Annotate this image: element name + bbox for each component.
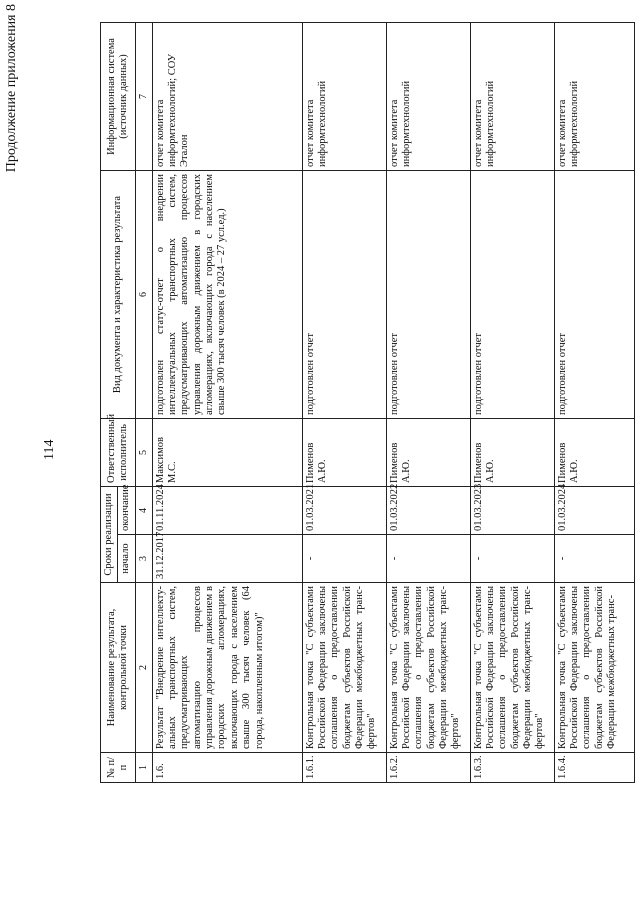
row-num: 1.6.2. bbox=[386, 753, 470, 783]
col-number: 1 bbox=[135, 753, 152, 783]
row-doc: подготовлен отчет bbox=[554, 170, 634, 418]
continuation-note: Продолжение приложения 8 bbox=[4, 4, 19, 173]
header-row bbox=[101, 22, 118, 782]
row-system: отчет комитета информтехнологий; СОУ Эталон bbox=[152, 22, 302, 170]
row-name: Контрольная точка "С субъектами Российской Федерации заключены соглашения о предоставлении бюджетам субъектов Российской Федерации межбюджетных транс-фертов" bbox=[302, 583, 386, 753]
col-number: 4 bbox=[135, 486, 152, 534]
row-end: 01.03.2022 bbox=[386, 486, 470, 534]
results-table bbox=[100, 22, 635, 783]
row-system: отчет комитета информтехнологий bbox=[302, 22, 386, 170]
table-row bbox=[302, 22, 386, 782]
row-doc: подготовлен отчет bbox=[386, 170, 470, 418]
row-num: 1.6.4. bbox=[554, 753, 634, 783]
row-end: 01.11.2024 bbox=[152, 486, 302, 534]
header-responsible: Ответственный исполнитель bbox=[101, 418, 136, 486]
col-number: 5 bbox=[135, 418, 152, 486]
row-responsible: Максимов М.С. bbox=[152, 418, 302, 486]
row-responsible: Пименов А.Ю. bbox=[302, 418, 386, 486]
row-responsible: Пименов А.Ю. bbox=[554, 418, 634, 486]
row-name: Контрольная точка "С субъектами Российской Федерации заключены соглашения о предоставлении бюджетам субъектов Российской Федерации межбюджетных транс-фертов" bbox=[470, 583, 554, 753]
row-start: - bbox=[470, 535, 554, 583]
header-num: № п/п bbox=[101, 753, 136, 783]
table-row bbox=[386, 22, 470, 782]
header-doc: Вид документа и характеристика результата bbox=[101, 170, 136, 418]
row-name: Контрольная точка "С субъектами Российской Федерации заключены соглашения о предоставлении бюджетам субъектов Российской Федерации межбюджетных транс-фертов" bbox=[386, 583, 470, 753]
row-num: 1.6.1. bbox=[302, 753, 386, 783]
header-system: Информационная система (источник данных) bbox=[101, 22, 136, 170]
row-doc: подготовлен отчет bbox=[302, 170, 386, 418]
row-doc: подготовлен статус-отчет о внедрении интеллектуальных транспортных систем, предусматривающих автоматизацию процессов управления дорожным движением в городских агломерациях, включающих города с населением свыше 300 тысяч человек (в 2024 – 27 усл.ед.) bbox=[152, 170, 302, 418]
header-name: Наименование результата, контрольной точки bbox=[101, 583, 136, 753]
row-responsible: Пименов А.Ю. bbox=[386, 418, 470, 486]
row-responsible: Пименов А.Ю. bbox=[470, 418, 554, 486]
row-end: 01.03.2023 bbox=[470, 486, 554, 534]
table-row bbox=[554, 22, 634, 782]
row-end: 01.03.2021 bbox=[302, 486, 386, 534]
col-number: 6 bbox=[135, 170, 152, 418]
row-doc: подготовлен отчет bbox=[470, 170, 554, 418]
row-start: - bbox=[386, 535, 470, 583]
row-system: отчет комитета информтехнологий bbox=[386, 22, 470, 170]
col-number: 2 bbox=[135, 583, 152, 753]
column-numbers-row bbox=[135, 22, 152, 782]
row-end: 01.03.2024 bbox=[554, 486, 634, 534]
row-num: 1.6.3. bbox=[470, 753, 554, 783]
header-terms: Сроки реализации bbox=[101, 486, 118, 582]
header-start: начало bbox=[118, 535, 135, 583]
row-start: - bbox=[302, 535, 386, 583]
row-start: 31.12.2017 bbox=[152, 535, 302, 583]
row-name: Контрольная точка "С субъектами Российской Федерации заключены соглашения о предоставлении бюджетам субъектов Российской Федерации межбюджетных транс- bbox=[554, 583, 634, 753]
table-row bbox=[152, 22, 302, 782]
page-number: 114 bbox=[42, 439, 57, 460]
row-system: отчет комитета информтехнологий bbox=[554, 22, 634, 170]
header-end: окончание bbox=[118, 486, 135, 534]
row-name: Результат "Внедрение интеллекту-альных транспортных систем, предусматривающих автоматизацию процессов управления дорожным движением в городских агломерациях, включающих города с населением свыше 300 тысяч человек (64 города, накопленным итогом)" bbox=[152, 583, 302, 753]
row-start: - bbox=[554, 535, 634, 583]
col-number: 7 bbox=[135, 22, 152, 170]
table-row bbox=[470, 22, 554, 782]
col-number: 3 bbox=[135, 535, 152, 583]
row-num: 1.6. bbox=[152, 753, 302, 783]
row-system: отчет комитета информтехнологий bbox=[470, 22, 554, 170]
